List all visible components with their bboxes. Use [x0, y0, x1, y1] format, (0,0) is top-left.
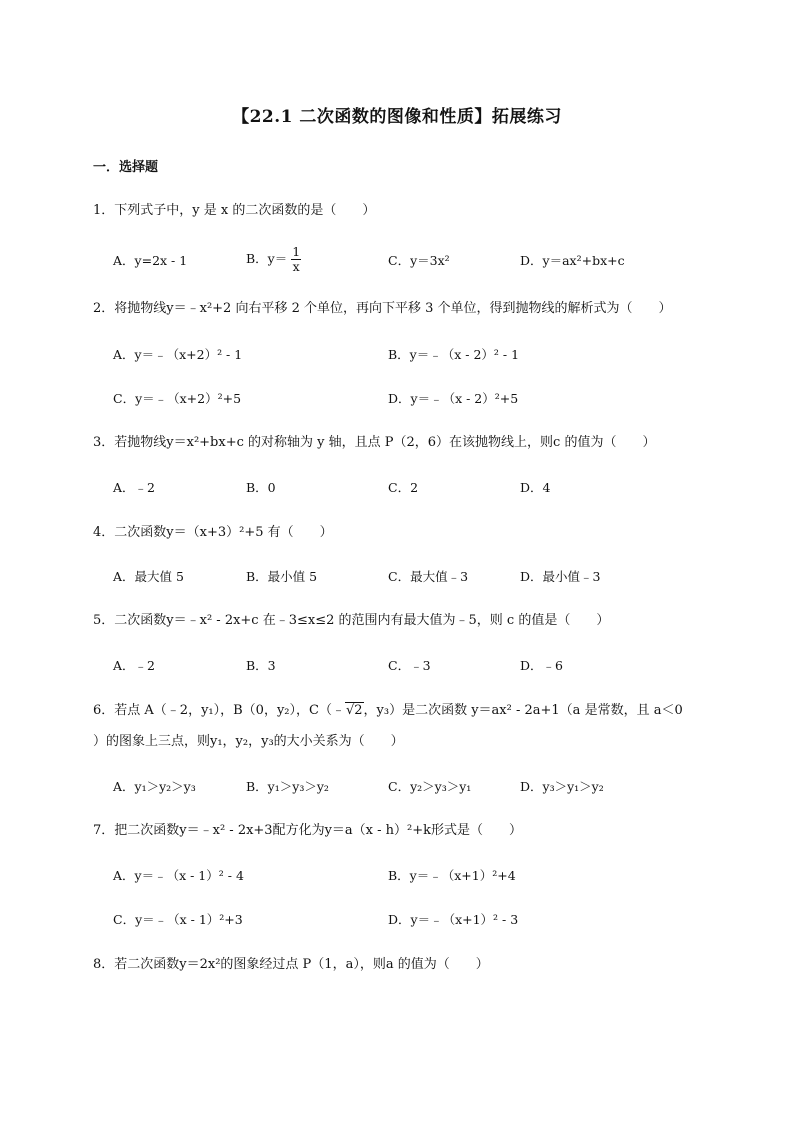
- q2-option-b: B．y＝﹣（x - 2）² - 1: [388, 347, 520, 362]
- question-6-continued: ）的图象上三点，则y₁，y₂，y₃的大小关系为（ ）: [93, 734, 404, 749]
- q2-option-a: A．y＝﹣（x+2）² - 1: [113, 347, 243, 362]
- q7-option-c: C．y＝﹣（x - 1）²+3: [113, 912, 243, 927]
- q7-option-b: B．y＝﹣（x+1）²+4: [388, 868, 516, 883]
- sqrt-expression: √2: [345, 703, 363, 718]
- question-4: 4．二次函数y＝（x+3）²+5 有（ ）: [93, 525, 333, 540]
- q4-option-b: B．最小值 5: [246, 569, 318, 584]
- q3-option-d: D．4: [520, 480, 551, 495]
- q3-option-c: C．2: [388, 480, 419, 495]
- q1-option-b-label: B．y＝: [246, 251, 288, 266]
- fraction: [291, 245, 301, 274]
- fraction-numerator: 1: [292, 244, 301, 259]
- q7-option-a: A．y＝﹣（x - 1）² - 4: [113, 868, 244, 883]
- q2-option-c: C．y＝﹣（x+2）²+5: [113, 391, 242, 406]
- q5-option-d: D．﹣6: [520, 658, 563, 673]
- q5-option-a: A．﹣2: [113, 658, 155, 673]
- section-heading: 一．选择题: [93, 160, 159, 175]
- q4-option-a: A．最大值 5: [113, 569, 184, 584]
- question-7: 7．把二次函数y＝﹣x² - 2x+3配方化为y＝a（x - h）²+k形式是（ ）: [93, 823, 523, 838]
- q4-option-d: D．最小值﹣3: [520, 569, 601, 584]
- q1-option-b: [246, 245, 301, 274]
- question-3: 3．若抛物线y＝x²+bx+c 的对称轴为 y 轴，且点 P（2，6）在该抛物线上，则c 的值为（ ）: [93, 435, 656, 450]
- q1-option-c: C．y＝3x²: [388, 253, 450, 268]
- question-6-text-end: ，y₃）是二次函数 y＝ax² - 2a+1（a 是常数，且 a＜0: [363, 703, 683, 718]
- page-title: 【22.1 二次函数的图像和性质】拓展练习: [232, 107, 562, 127]
- q3-option-b: B．0: [246, 480, 276, 495]
- q1-option-a: A．y=2x - 1: [113, 253, 188, 268]
- q1-option-d: D．y＝ax²+bx+c: [520, 253, 625, 268]
- question-2: 2．将抛物线y＝﹣x²+2 向右平移 2 个单位，再向下平移 3 个单位，得到抛物线的解析式为（ ）: [93, 301, 672, 316]
- q6-option-a: A．y₁＞y₂＞y₃: [113, 779, 196, 794]
- q2-option-d: D．y＝﹣（x - 2）²+5: [388, 391, 519, 406]
- question-5: 5．二次函数y＝﹣x² - 2x+c 在﹣3≤x≤2 的范围内有最大值为﹣5，则 c 的值是（ ）: [93, 613, 610, 628]
- question-6: [93, 703, 683, 719]
- q5-option-b: B．3: [246, 658, 276, 673]
- q3-option-a: A．﹣2: [113, 480, 155, 495]
- question-6-text-start: 6．若点 A（﹣2，y₁），B（0，y₂），C（﹣: [93, 703, 345, 718]
- question-8: 8．若二次函数y＝2x²的图象经过点 P（1，a），则a 的值为（ ）: [93, 957, 489, 972]
- q6-option-d: D．y₃＞y₁＞y₂: [520, 779, 604, 794]
- fraction-denominator: x: [292, 259, 300, 274]
- q7-option-d: D．y＝﹣（x+1）² - 3: [388, 912, 519, 927]
- q6-option-b: B．y₁＞y₃＞y₂: [246, 779, 329, 794]
- q4-option-c: C．最大值﹣3: [388, 569, 469, 584]
- q6-option-c: C．y₂＞y₃＞y₁: [388, 779, 472, 794]
- question-1: 1．下列式子中，y 是 x 的二次函数的是（ ）: [93, 203, 376, 218]
- q5-option-c: C．﹣3: [388, 658, 431, 673]
